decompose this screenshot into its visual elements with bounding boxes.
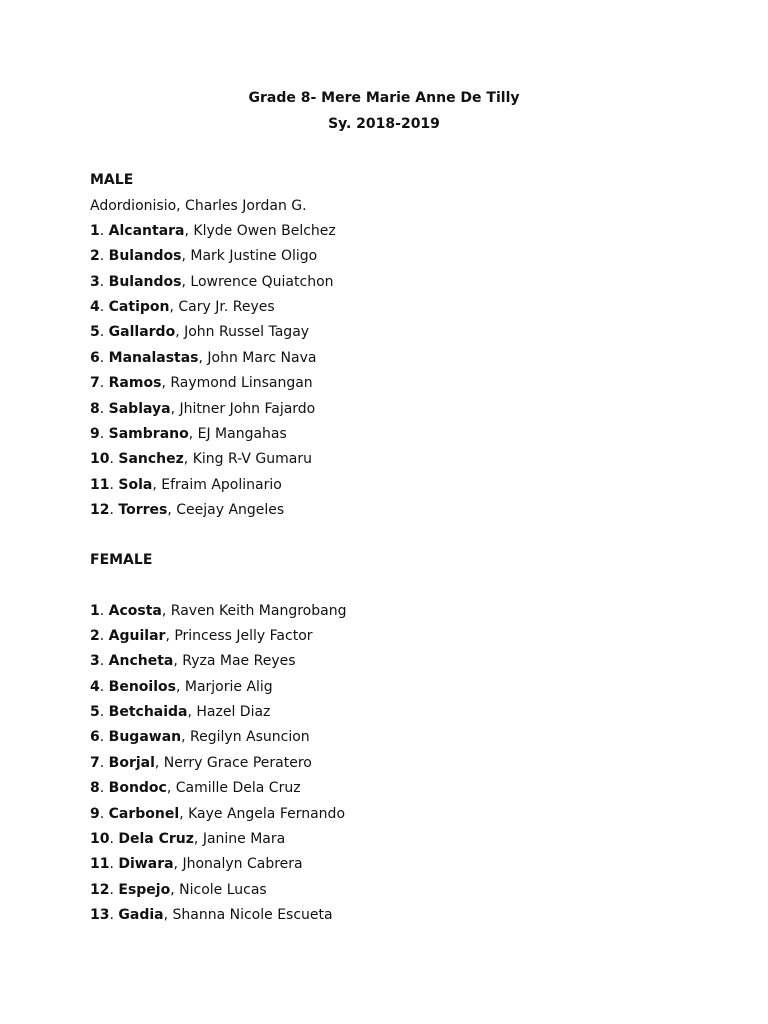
student-given-name: , John Marc Nava (198, 349, 317, 366)
student-surname: Aguilar (108, 627, 166, 644)
student-given-name: , Princess Jelly Factor (165, 627, 313, 644)
document-title: Grade 8- Mere Marie Anne De Tilly (248, 90, 520, 106)
student-given-name: , Marjorie Alig (175, 678, 273, 695)
student-number: 5 (90, 704, 100, 721)
student-given-name: , Nicole Lucas (170, 881, 267, 898)
female-student-row: 5. Betchaida, Hazel Diaz (90, 704, 271, 721)
student-number: 3 (90, 273, 100, 290)
student-surname: Diwara (118, 856, 174, 873)
student-number: 7 (90, 754, 100, 771)
student-given-name: , Lowrence Quiatchon (181, 273, 334, 290)
student-number: 12 (90, 502, 110, 519)
student-number: 10 (90, 831, 110, 848)
student-surname: Manalastas (108, 349, 199, 366)
male-student-row: 1. Alcantara, Klyde Owen Belchez (90, 222, 336, 239)
student-surname: Bugawan (108, 729, 182, 746)
student-given-name: , Klyde Owen Belchez (184, 222, 336, 239)
male-student-row: 9. Sambrano, EJ Mangahas (90, 426, 287, 443)
student-surname: Sanchez (118, 451, 184, 468)
male-student-row: 6. Manalastas, John Marc Nava (90, 349, 317, 366)
student-number: 9 (90, 426, 100, 443)
male-student-row: 8. Sablaya, Jhitner John Fajardo (90, 400, 316, 417)
student-given-name: , Nerry Grace Peratero (154, 754, 312, 771)
male-student-row: 4. Catipon, Cary Jr. Reyes (90, 299, 275, 316)
student-number: 13 (90, 907, 110, 924)
student-number: 10 (90, 451, 110, 468)
student-number: 2 (90, 248, 100, 265)
student-surname: Catipon (108, 299, 170, 316)
student-given-name: , Shanna Nicole Escueta (163, 907, 333, 924)
student-number: 8 (90, 400, 100, 417)
female-heading: FEMALE (90, 552, 153, 568)
student-surname: Gallardo (108, 324, 176, 341)
student-surname: Bondoc (108, 780, 167, 797)
student-given-name: , Ryza Mae Reyes (173, 653, 296, 670)
student-surname: Alcantara (108, 222, 185, 239)
male-heading: MALE (90, 172, 134, 188)
female-student-row: 7. Borjal, Nerry Grace Peratero (90, 754, 312, 771)
student-number: 9 (90, 805, 100, 822)
student-surname: Gadia (118, 907, 164, 924)
male-student-row: 7. Ramos, Raymond Linsangan (90, 375, 313, 392)
student-number: 5 (90, 324, 100, 341)
student-surname: Bulandos (108, 248, 182, 265)
student-surname: Acosta (108, 602, 162, 619)
student-number: 11 (90, 476, 110, 493)
student-given-name: , Raymond Linsangan (161, 375, 313, 392)
student-given-name: , EJ Mangahas (188, 426, 287, 443)
student-given-name: , Jhitner John Fajardo (170, 400, 316, 417)
student-given-name: , Regilyn Asuncion (181, 729, 310, 746)
male-student-row: 3. Bulandos, Lowrence Quiatchon (90, 273, 334, 290)
student-given-name: , Cary Jr. Reyes (169, 299, 275, 316)
student-surname: Sambrano (108, 426, 189, 443)
student-given-name: , Jhonalyn Cabrera (173, 856, 303, 873)
female-student-row: 3. Ancheta, Ryza Mae Reyes (90, 653, 296, 670)
male-student-row: 10. Sanchez, King R-V Gumaru (90, 451, 312, 468)
female-student-row: 9. Carbonel, Kaye Angela Fernando (90, 805, 346, 822)
student-given-name: , Janine Mara (193, 831, 286, 848)
female-student-row: 8. Bondoc, Camille Dela Cruz (90, 780, 301, 797)
student-surname: Borjal (108, 754, 155, 771)
student-given-name: , Mark Justine Oligo (181, 248, 318, 265)
female-section (90, 550, 690, 931)
student-given-name: , Kaye Angela Fernando (179, 805, 346, 822)
student-number: 6 (90, 349, 100, 366)
student-surname: Carbonel (108, 805, 180, 822)
student-number: 1 (90, 222, 100, 239)
student-given-name: , King R-V Gumaru (183, 451, 312, 468)
student-surname: Sola (118, 476, 153, 493)
female-student-row: 13. Gadia, Shanna Nicole Escueta (90, 907, 333, 924)
student-number: 4 (90, 299, 100, 316)
student-number: 12 (90, 881, 110, 898)
student-surname: Dela Cruz (118, 831, 194, 848)
student-surname: Ancheta (108, 653, 174, 670)
student-number: 7 (90, 375, 100, 392)
student-number: 8 (90, 780, 100, 797)
male-student-row: 11. Sola, Efraim Apolinario (90, 476, 282, 493)
student-surname: Benoilos (108, 678, 176, 695)
student-number: 2 (90, 627, 100, 644)
student-given-name: , Efraim Apolinario (152, 476, 282, 493)
female-student-row: 6. Bugawan, Regilyn Asuncion (90, 729, 310, 746)
female-student-row: 1. Acosta, Raven Keith Mangrobang (90, 602, 347, 619)
student-surname: Sablaya (108, 400, 171, 417)
student-surname: Torres (118, 502, 168, 519)
student-given-name: , John Russel Tagay (175, 324, 310, 341)
student-surname: Betchaida (108, 704, 188, 721)
student-given-name: , Raven Keith Mangrobang (161, 602, 347, 619)
male-student-row: 2. Bulandos, Mark Justine Oligo (90, 248, 318, 265)
female-student-row: 2. Aguilar, Princess Jelly Factor (90, 627, 313, 644)
male-student-row: 12. Torres, Ceejay Angeles (90, 502, 285, 519)
student-surname: Espejo (118, 881, 171, 898)
female-student-row: 4. Benoilos, Marjorie Alig (90, 678, 273, 695)
male-student-row: 5. Gallardo, John Russel Tagay (90, 324, 310, 341)
student-surname: Ramos (108, 375, 162, 392)
school-year: Sy. 2018-2019 (328, 116, 440, 132)
student-number: 11 (90, 856, 110, 873)
student-number: 4 (90, 678, 100, 695)
female-student-row: 11. Diwara, Jhonalyn Cabrera (90, 856, 303, 873)
unnumbered-student: Adordionisio, Charles Jordan G. (90, 197, 307, 214)
student-number: 6 (90, 729, 100, 746)
student-number: 3 (90, 653, 100, 670)
student-surname: Bulandos (108, 273, 182, 290)
student-given-name: , Camille Dela Cruz (166, 780, 301, 797)
student-given-name: , Hazel Diaz (187, 704, 271, 721)
student-number: 1 (90, 602, 100, 619)
student-given-name: , Ceejay Angeles (167, 502, 285, 519)
male-section (90, 170, 690, 526)
female-student-row: 12. Espejo, Nicole Lucas (90, 881, 267, 898)
female-student-row: 10. Dela Cruz, Janine Mara (90, 831, 286, 848)
